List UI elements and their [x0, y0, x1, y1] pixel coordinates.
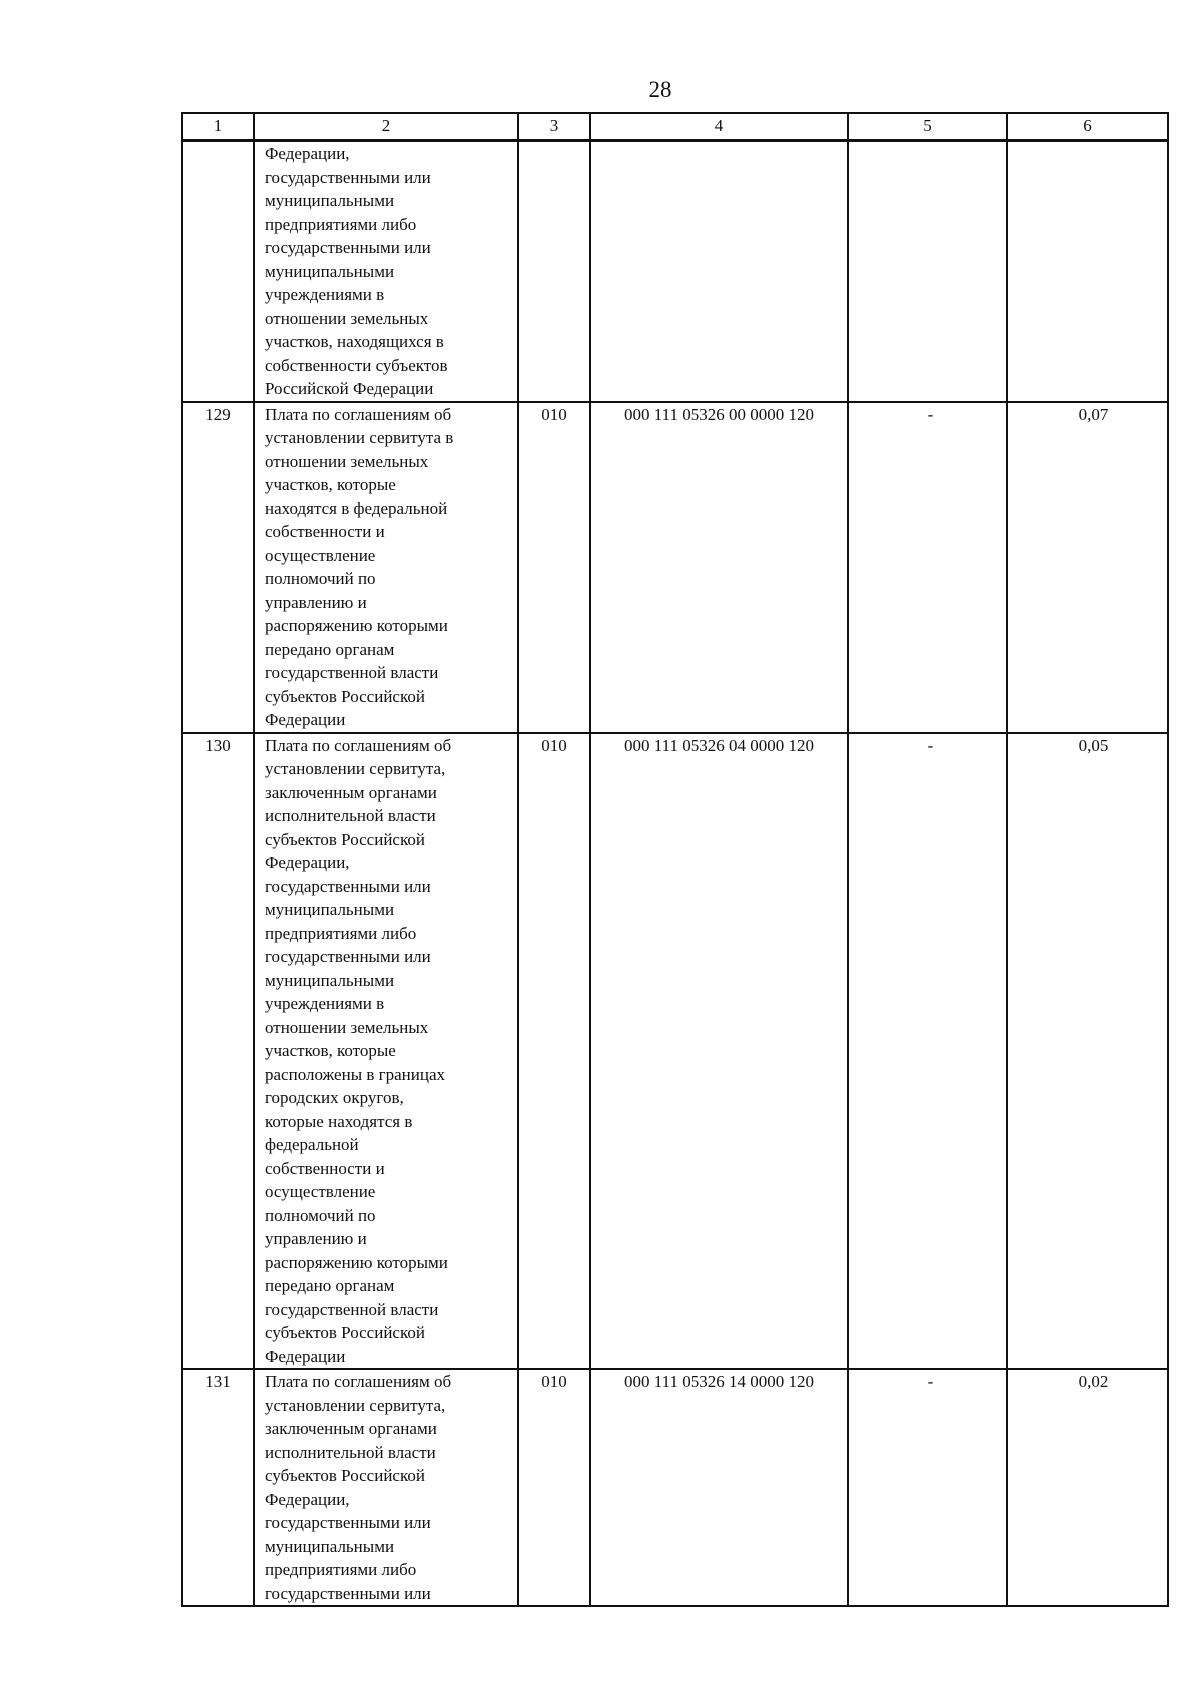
income-name-line: учреждениями в — [265, 994, 385, 1013]
column-6-cell — [1007, 141, 1168, 402]
income-name-line: субъектов Российской — [265, 1323, 425, 1342]
income-name-line: полномочий по — [265, 569, 376, 588]
row-number-cell-value: 130 — [205, 735, 231, 755]
income-name-line: субъектов Российской — [265, 829, 425, 849]
table-body — [182, 113, 1168, 1606]
income-name-cell — [254, 733, 518, 1370]
income-name-line: Федерации, — [265, 144, 350, 163]
income-name-line: Федерации — [265, 1346, 346, 1366]
income-name-line: муниципальными — [265, 191, 395, 210]
income-name-line: собственности и — [265, 1158, 385, 1178]
income-name-cell — [254, 1369, 518, 1606]
income-name-line: передано органам — [265, 1276, 395, 1295]
income-name-text — [255, 734, 517, 1369]
income-name-line: государственными или — [265, 167, 431, 187]
income-name-line: которые находятся в — [265, 1111, 413, 1131]
column-5-cell — [848, 402, 1007, 733]
income-name-line: установлении сервитута, — [265, 1395, 446, 1415]
income-name-line: Федерации, — [265, 853, 350, 872]
header-cell-6: 6 — [1007, 113, 1168, 141]
budget-code-cell — [590, 733, 848, 1370]
income-name-line: управлению и — [265, 1229, 367, 1248]
column-6-cell-value: 0,07 — [1078, 404, 1109, 424]
income-name-line: Федерации, — [265, 1489, 350, 1509]
row-number-cell — [182, 402, 254, 733]
income-name-line: государственными или — [265, 876, 431, 896]
income-name-line: участков, которые — [265, 475, 396, 494]
income-name-cell — [254, 141, 518, 402]
income-name-line: отношении земельных — [265, 451, 429, 471]
income-name-line: полномочий по — [265, 1205, 376, 1225]
income-name-line: государственной власти — [265, 1299, 439, 1319]
admin-code-cell — [518, 141, 590, 402]
income-name-line: расположены в границах — [265, 1064, 445, 1084]
income-name-line: субъектов Российской — [265, 1466, 425, 1485]
income-name-line: собственности и — [265, 522, 385, 541]
income-name-line: установлении сервитута, — [265, 759, 446, 778]
page-number: 28 — [648, 77, 672, 102]
column-5-cell — [848, 141, 1007, 402]
table-row — [182, 141, 1168, 402]
income-name-line: собственности субъектов — [265, 355, 448, 375]
budget-code-cell — [590, 141, 848, 402]
column-5-cell-value: - — [927, 735, 934, 755]
income-name-line: исполнительной власти — [265, 806, 436, 825]
admin-code-cell — [518, 402, 590, 733]
income-name-line: распоряжению которыми — [265, 616, 448, 635]
column-5-cell-value: - — [927, 404, 934, 424]
column-5-cell — [848, 1369, 1007, 1606]
income-name-text — [255, 142, 517, 401]
admin-code-cell-value: 010 — [541, 735, 567, 755]
budget-code-cell-value: 000 111 05326 14 0000 120 — [624, 1372, 814, 1391]
income-name-line: Плата по соглашениям об — [265, 1372, 452, 1391]
column-5-cell — [848, 733, 1007, 1370]
budget-code-cell-value: 000 111 05326 04 0000 120 — [624, 735, 814, 755]
column-6-cell-value: 0,05 — [1078, 735, 1109, 755]
income-name-line: предприятиями либо — [265, 1560, 417, 1579]
header-cell-5: 5 — [848, 113, 1007, 141]
row-number-cell-value: 129 — [205, 404, 231, 424]
column-5-cell-value: - — [927, 1372, 934, 1391]
header-cell-4: 4 — [590, 113, 848, 141]
income-name-line: субъектов Российской — [265, 686, 425, 706]
row-number-cell-value: 131 — [205, 1372, 231, 1391]
income-name-line: осуществление — [265, 545, 376, 565]
header-cell-2: 2 — [254, 113, 518, 141]
column-6-cell — [1007, 402, 1168, 733]
income-name-line: заключенным органами — [265, 782, 437, 802]
budget-code-cell-value: 000 111 05326 00 0000 120 — [624, 404, 814, 424]
income-name-line: муниципальными — [265, 261, 395, 281]
income-name-line: государственными или — [265, 947, 431, 966]
income-name-line: участков, которые — [265, 1041, 396, 1060]
income-name-line: распоряжению которыми — [265, 1252, 448, 1272]
budget-code-cell — [590, 402, 848, 733]
column-6-cell — [1007, 1369, 1168, 1606]
income-name-line: находятся в федеральной — [265, 498, 448, 518]
income-name-line: заключенным органами — [265, 1419, 437, 1438]
income-name-cell — [254, 402, 518, 733]
admin-code-cell-value: 010 — [541, 404, 567, 424]
budget-code-cell — [590, 1369, 848, 1606]
income-name-line: управлению и — [265, 592, 367, 612]
row-number-cell — [182, 1369, 254, 1606]
income-name-line: государственными или — [265, 238, 431, 257]
column-6-cell-value: 0,02 — [1078, 1372, 1109, 1391]
income-name-line: участков, находящихся в — [265, 332, 444, 351]
income-name-line: предприятиями либо — [265, 214, 417, 234]
table-row — [182, 733, 1168, 1370]
income-name-line: муниципальными — [265, 1536, 395, 1556]
income-name-line: отношении земельных — [265, 308, 429, 328]
income-name-line: осуществление — [265, 1182, 376, 1201]
budget-table — [181, 112, 1169, 1607]
income-name-line: учреждениями в — [265, 285, 385, 304]
row-number-cell — [182, 733, 254, 1370]
column-6-cell — [1007, 733, 1168, 1370]
income-name-line: исполнительной власти — [265, 1442, 436, 1462]
table-header-row — [182, 113, 1168, 141]
admin-code-cell — [518, 733, 590, 1370]
income-name-line: муниципальными — [265, 970, 395, 990]
income-name-line: предприятиями либо — [265, 923, 417, 943]
income-name-line: государственной власти — [265, 663, 439, 682]
table-row — [182, 1369, 1168, 1606]
income-name-line: Плата по соглашениям об — [265, 404, 452, 424]
table-row — [182, 402, 1168, 733]
income-name-line: муниципальными — [265, 900, 395, 919]
income-name-text — [255, 403, 517, 732]
income-name-line: передано органам — [265, 639, 395, 659]
income-name-line: отношении земельных — [265, 1017, 429, 1037]
income-name-line: государственными или — [265, 1513, 431, 1532]
income-name-line: государственными или — [265, 1583, 431, 1603]
header-cell-3: 3 — [518, 113, 590, 141]
income-name-line: федеральной — [265, 1135, 359, 1154]
header-cell-1: 1 — [182, 113, 254, 141]
row-number-cell — [182, 141, 254, 402]
income-name-line: установлении сервитута в — [265, 428, 454, 447]
income-name-line: городских округов, — [265, 1088, 404, 1107]
income-name-line: Федерации — [265, 710, 346, 729]
income-name-line: Плата по соглашениям об — [265, 735, 452, 755]
admin-code-cell — [518, 1369, 590, 1606]
admin-code-cell-value: 010 — [541, 1372, 567, 1391]
income-name-text — [255, 1370, 517, 1605]
income-name-line: Российской Федерации — [265, 379, 434, 398]
